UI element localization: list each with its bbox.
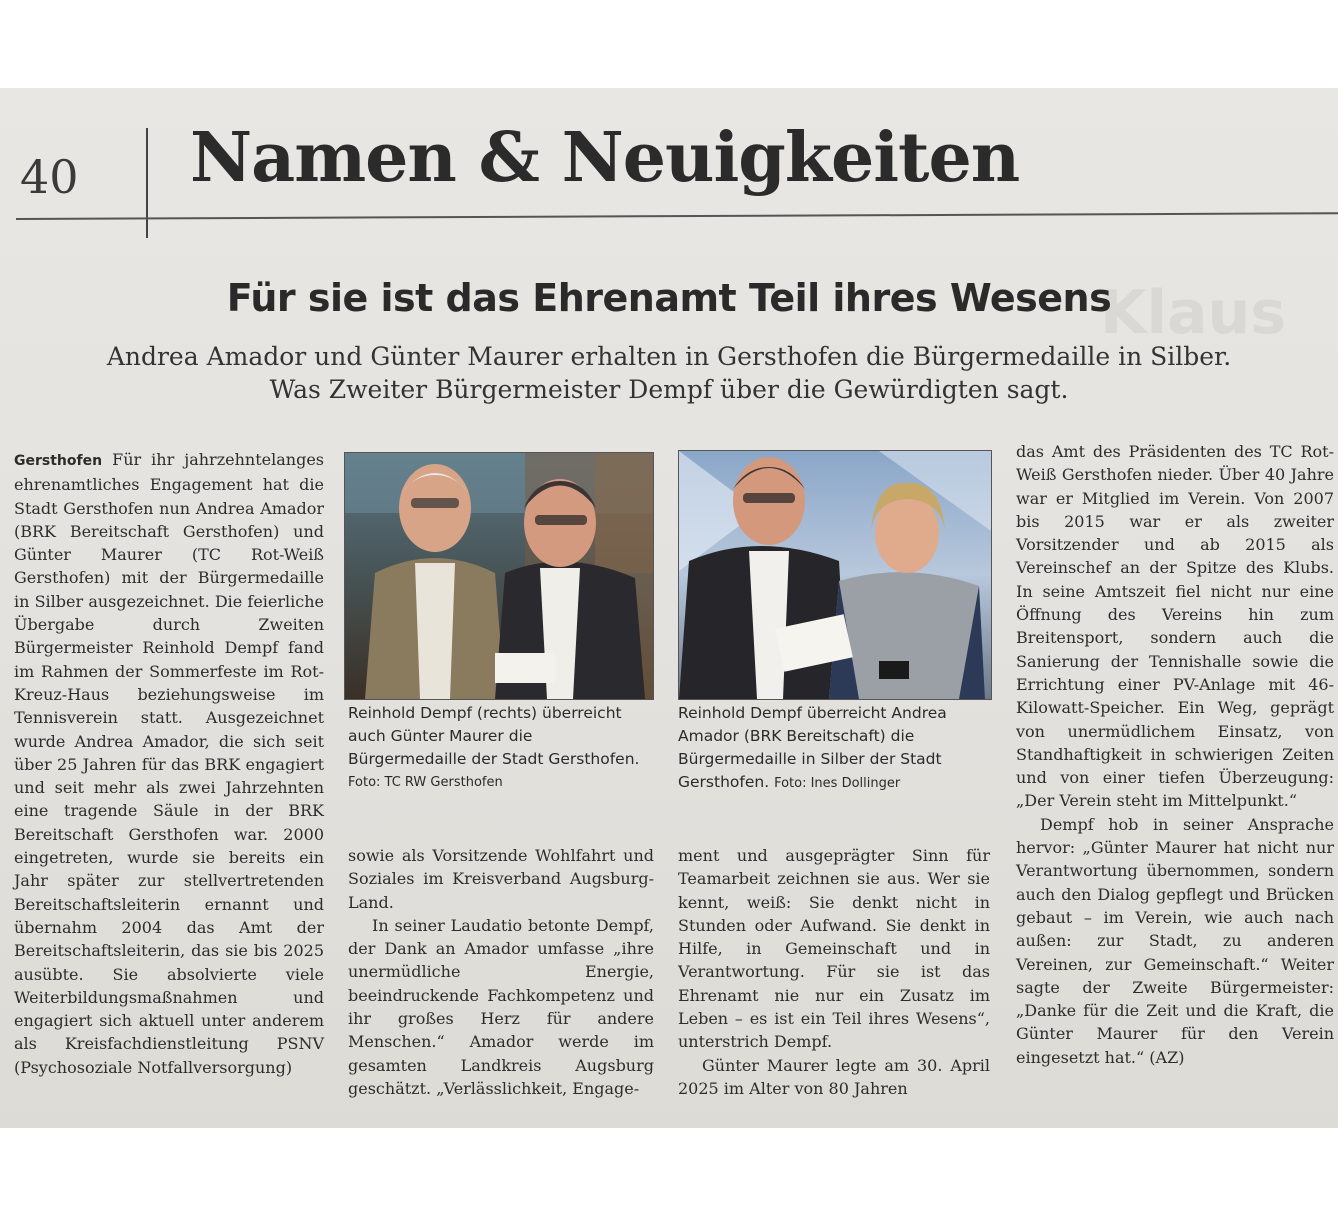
photo-image (345, 453, 653, 699)
header-divider (146, 128, 148, 238)
photo-2-caption-text: Reinhold Dempf überreicht Andrea Amador (BRK Bereitschaft) die Bürgermedaille in Silber der Stadt Gersthofen. (678, 704, 947, 791)
article-column-1 (14, 448, 324, 1079)
column-3-paragraph-2: Günter Maurer legte am 30. April 2025 im Alter von 80 Jahren (678, 1055, 990, 1098)
article-headline: Für sie ist das Ehrenamt Teil ihres Wesens (226, 276, 1112, 320)
column-1-text: Für ihr jahrzehntelanges ehrenamtliches Engagement hat die Stadt Gersthofen nun Andrea Amador (BRK Bereitschaft Gersthofen) und Günter Maurer (TC Rot-Weiß Gersthofen) mit der Bürgermedaille in Silber ausgezeichnet. Die feierliche Übergabe durch Zweiten Bürgermeister Reinhold Dempf fand im Rahmen der Sommerfeste im Rot-Kreuz-Haus beziehungsweise im Tennisverein statt. Ausgezeichnet wurde Andrea Amador, die sich seit über 25 Jahren für das BRK engagiert und seit mehr als zwei Jahrzehnten eine tragende Säule in der BRK Bereitschaft Gersthofen war. 2000 eingetreten, wurde sie bereits ein Jahr später zur stellvertretenden Bereitschaftsleiterin ernannt und übernahm 2004 das Amt der Bereitschaftsleiterin, das sie bis 2025 ausübte. Sie absolvierte viele Weiterbildungsmaßnahmen und engagiert sich aktuell unter anderem als Kreisfachdienstleitung PSNV (Psychosoziale Notfallversorgung) (14, 450, 324, 1077)
column-3-paragraph-1: ment und ausgeprägter Sinn für Teamarbeit zeichnen sie aus. Wer sie kennt, weiß: Sie denkt nicht in Stunden oder Aufwand. Sie denkt in Hilfe, in Gemeinschaft und in Verantwortung. Für sie ist das Ehrenamt nie nur ein Zusatz im Leben – es ist ein Teil ihres Wesens“, unterstrich Dempf. (678, 846, 990, 1052)
photo-1-caption (348, 702, 648, 794)
page-number: 40 (20, 150, 79, 204)
article-column-4 (1016, 440, 1334, 1069)
column-4-paragraph-1: das Amt des Präsidenten des TC Rot-Weiß Gersthofen nieder. Über 40 Jahre war er Mitglied im Verein. Von 2007 bis 2015 war er als zweiter Vorsitzender und ab 2015 als Vereinschef an der Spitze des Klubs. In seine Amtszeit fiel nicht nur eine Öffnung des Vereins hin zum Breitensport, sondern auch die Sanierung der Tennishalle sowie die Errichtung einer PV-Anlage mit 46-Kilowatt-Speicher. Ein Weg, geprägt von unermüdlichem Einsatz, von Standhaftigkeit in schwierigen Zeiten und von einer tiefen Überzeugung: „Der Verein steht im Mittelpunkt.“ (1016, 442, 1334, 811)
photo-maurer-dempf (344, 452, 654, 700)
photo-1-credit: Foto: TC RW Gersthofen (348, 775, 503, 790)
article-column-2 (348, 844, 654, 1100)
section-title: Namen & Neuigkeiten (190, 118, 1020, 198)
photo-2-credit: Foto: Ines Dollinger (774, 776, 901, 791)
photo-amador-dempf (678, 450, 992, 700)
dateline: Gersthofen (14, 453, 103, 469)
photo-image (679, 451, 991, 699)
photo-2-caption (678, 702, 990, 795)
article-column-3 (678, 844, 990, 1100)
column-2-paragraph-2: In seiner Laudatio betonte Dempf, der Dank an Amador umfasse „ihre unermüdliche Energie, beeindruckende Fachkompetenz und ihr großes Herz für andere Menschen.“ Amador werde im gesamten Landkreis Augsburg geschätzt. „Verlässlichkeit, Engage- (348, 915, 654, 1098)
photo-1-caption-text: Reinhold Dempf (rechts) überreicht auch Günter Maurer die Bürgermedaille der Stadt Gersthofen. (348, 704, 640, 768)
newspaper-page (0, 88, 1338, 1128)
article-subhead (0, 340, 1338, 406)
subhead-line-1: Andrea Amador und Günter Maurer erhalten in Gersthofen die Bürgermedaille in Silber. (106, 342, 1232, 371)
bleed-through-text: Klaus (1100, 278, 1286, 348)
subhead-line-2: Was Zweiter Bürgermeister Dempf über die Gewürdigten sagt. (269, 375, 1069, 404)
header-rule (16, 212, 1338, 220)
column-4-paragraph-2: Dempf hob in seiner Ansprache hervor: „Günter Maurer hat nicht nur Verantwortung übernommen, sondern auch den Dialog gepflegt und Brücken gebaut – im Verein, wie auch nach außen: zur Stadt, zu anderen Vereinen, zur Gemeinschaft.“ Weiter sagte der Zweite Bürgermeister: „Danke für die Zeit und die Kraft, die Günter Maurer für den Verein eingesetzt hat.“ (AZ) (1016, 814, 1334, 1067)
column-2-paragraph-1: sowie als Vorsitzende Wohlfahrt und Soziales im Kreisverband Augsburg-Land. (348, 846, 654, 912)
